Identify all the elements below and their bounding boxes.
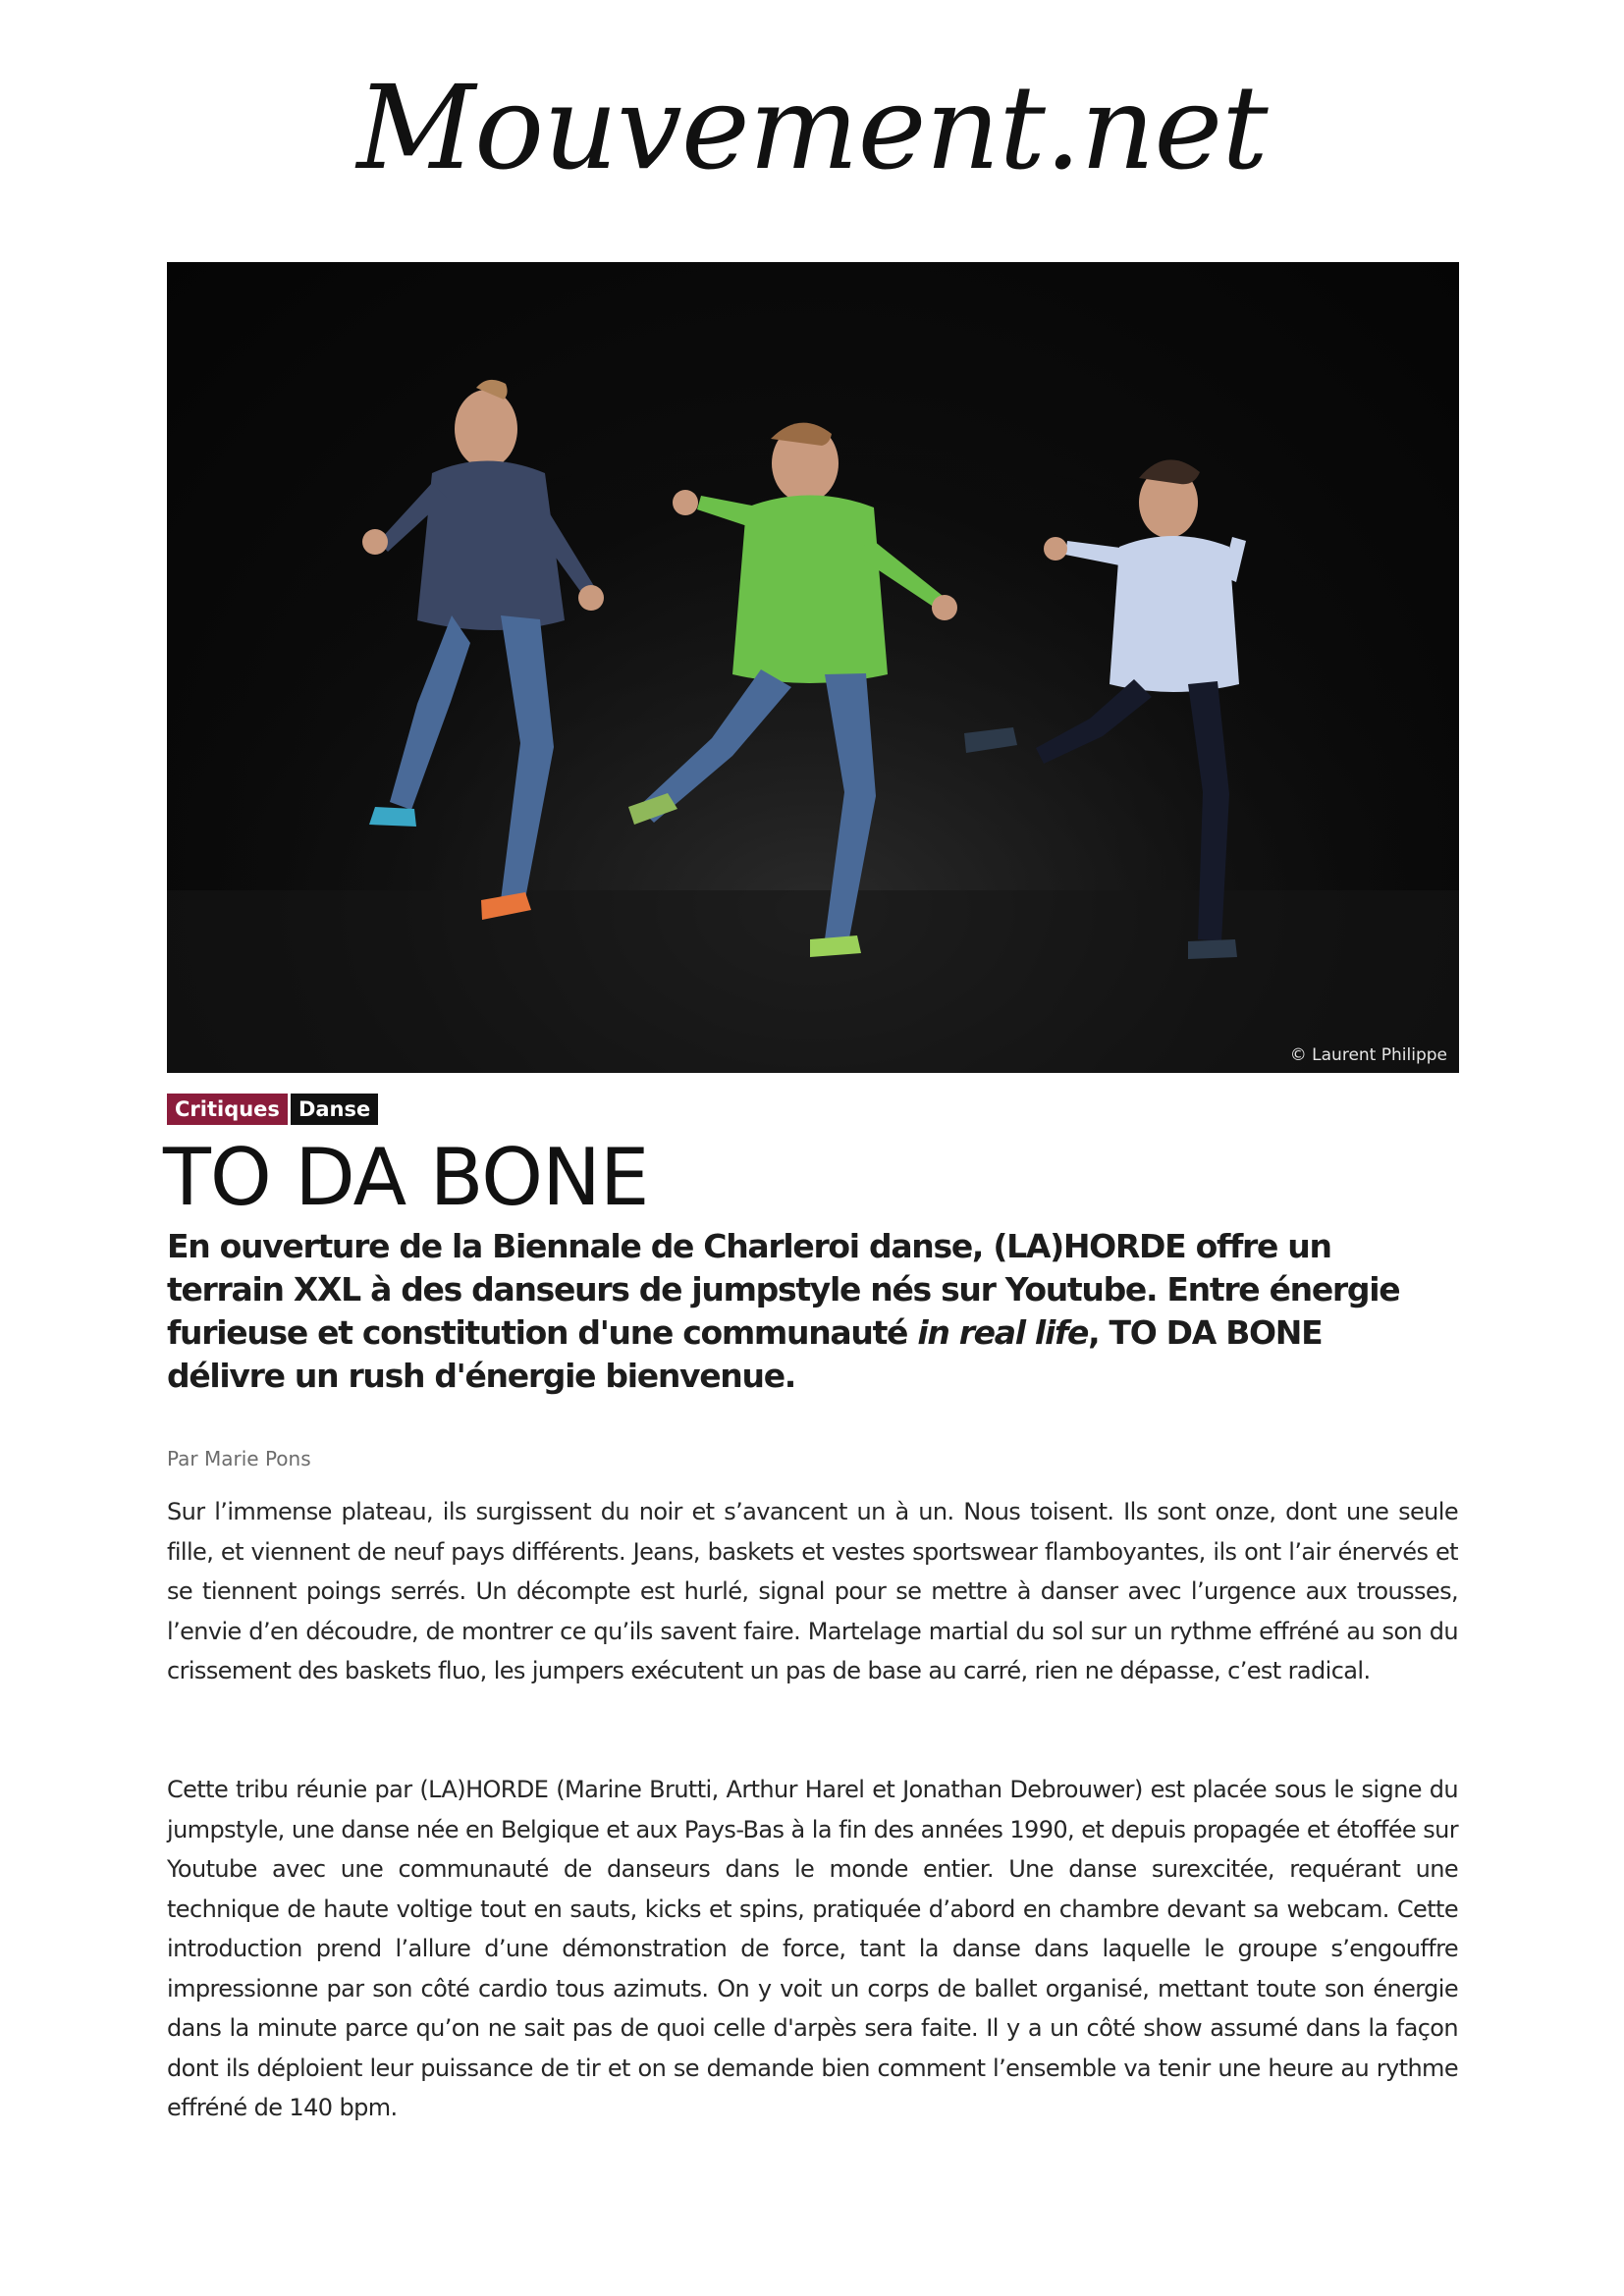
article-lead (167, 1225, 1443, 1398)
article-byline: Par Marie Pons (167, 1447, 311, 1470)
site-logo[interactable]: Mouvement.net (356, 60, 1268, 195)
article-photo (167, 262, 1459, 1073)
lead-text-end: , TO DA BONE délivre un rush d'énergie bienvenue. (167, 1313, 1323, 1395)
lead-emphasis: in real life (917, 1313, 1089, 1352)
tag-critiques[interactable]: Critiques (167, 1094, 288, 1125)
photo-credit: © Laurent Philippe (1289, 1045, 1447, 1065)
dancers-illustration (167, 262, 1459, 1073)
tag-danse[interactable]: Danse (291, 1094, 378, 1125)
article-paragraph-1: Sur l’immense plateau, ils surgissent du noir et s’avancent un à un. Nous toisent. Ils sont onze, dont une seule fille, et viennent de neuf pays différents. Jeans, baskets et vestes sportswear flamboyantes, ils ont l’air énervés et se tiennent poings serrés. Un décompte est hurlé, signal pour se mettre à danser avec l’urgence aux trousses, l’envie d’en découdre, de montrer ce qu’ils savent faire. Martelage martial du sol sur un rythme effréné au son du crissement des baskets fluo, les jumpers exécutent un pas de base au carré, rien ne dépasse, c’est radical. (167, 1498, 1458, 1684)
article-tags (167, 1094, 378, 1125)
article-paragraph-2: Cette tribu réunie par (LA)HORDE (Marine Brutti, Arthur Harel et Jonathan Debrouwer) est placée sous le signe du jumpstyle, une danse née en Belgique et aux Pays-Bas à la fin des années 1990, et depuis propagée et étoffée sur Youtube avec une communauté de danseurs dans le monde entier. Une danse surexcitée, requérant une technique de haute voltige tout en sauts, kicks et spins, pratiquée d’abord en chambre devant sa webcam. Cette introduction prend l’allure d’une démonstration de force, tant la danse dans laquelle le groupe s’engouffre impressionne par son côté cardio tous azimuts. On y voit un corps de ballet organisé, mettant toute son énergie dans la minute parce qu’on ne sait pas de quoi celle d'arpès sera faite. Il y a un côté show assumé dans la façon dont ils déploient leur puissance de tir et on se demande bien comment l’ensemble va tenir une heure au rythme effréné de 140 bpm. (167, 1776, 1458, 2121)
article-title: TO DA BONE (163, 1132, 649, 1223)
lead-text-start: En ouverture de la Biennale de Charleroi danse, (LA)HORDE offre un terrain XXL à des danseurs de jumpstyle nés sur Youtube. Entre énergie furieuse et constitution d'une communauté (167, 1227, 1400, 1352)
